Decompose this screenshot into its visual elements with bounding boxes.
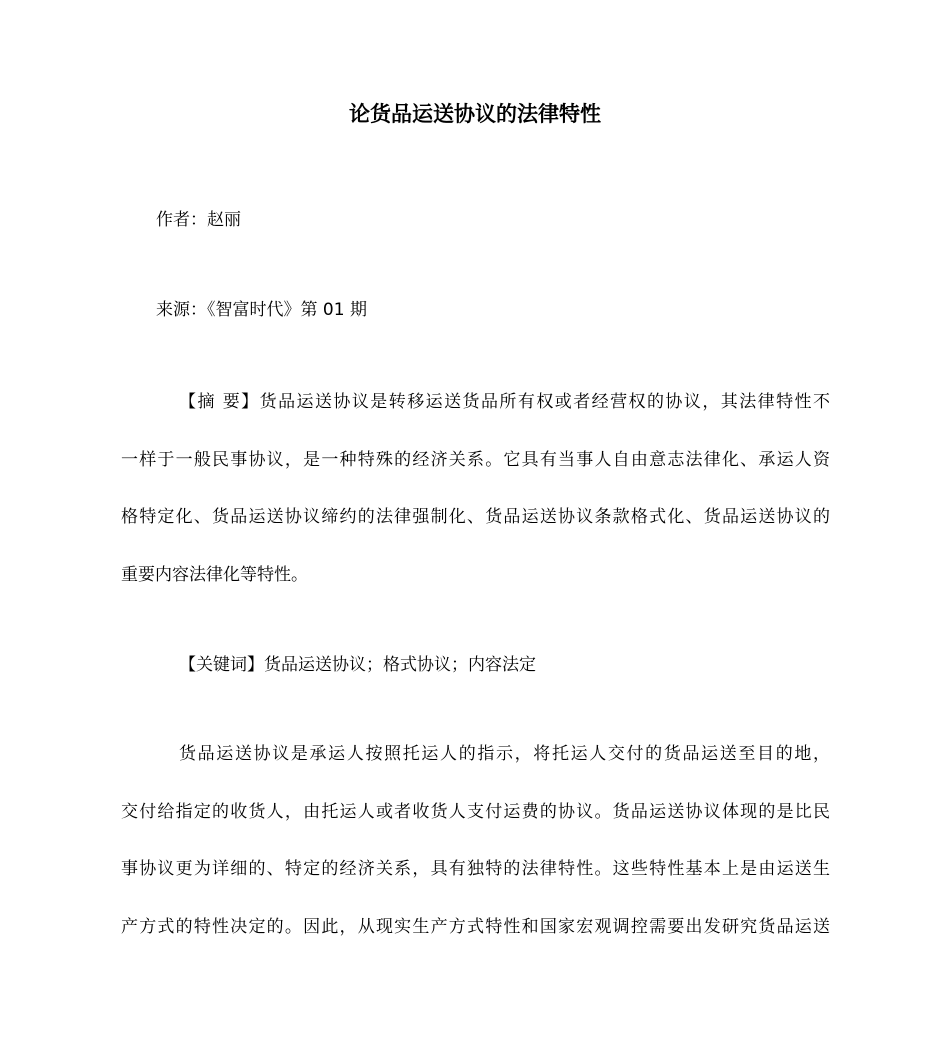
- body-line: 货品运送协议是承运人按照托运人的指示，将托运人交付的货品运送至目的地，: [179, 744, 830, 764]
- body-line: 事协议更为详细的、特定的经济关系，具有独特的法律特性。这些特性基本上是由运送生: [121, 859, 830, 879]
- author-line: 作者：赵丽: [156, 210, 241, 230]
- keywords-line: 【关键词】货品运送协议；格式协议；内容法定: [179, 655, 536, 675]
- keywords-paragraph: [121, 637, 830, 695]
- abstract-line: 【摘 要】货品运送协议是转移运送货品所有权或者经营权的协议，其法律特性不: [179, 392, 830, 412]
- body-paragraph: [121, 726, 830, 956]
- abstract-line: 重要内容法律化等特性。: [121, 564, 308, 585]
- body-line: 产方式的特性决定的。因此，从现实生产方式特性和国家宏观调控需要出发研究货品运送: [121, 916, 830, 937]
- source-line: 来源：《智富时代》第 01 期: [156, 300, 367, 320]
- abstract-line: 一样于一般民事协议，是一种特殊的经济关系。它具有当事人自由意志法律化、承运人资: [121, 449, 830, 470]
- body-line: 交付给指定的收货人，由托运人或者收货人支付运费的协议。货品运送协议体现的是比民: [121, 801, 830, 822]
- abstract-paragraph: [121, 374, 830, 604]
- abstract-line: 格特定化、货品运送协议缔约的法律强制化、货品运送协议条款格式化、货品运送协议的: [121, 507, 830, 527]
- document-title: 论货品运送协议的法律特性: [349, 102, 601, 126]
